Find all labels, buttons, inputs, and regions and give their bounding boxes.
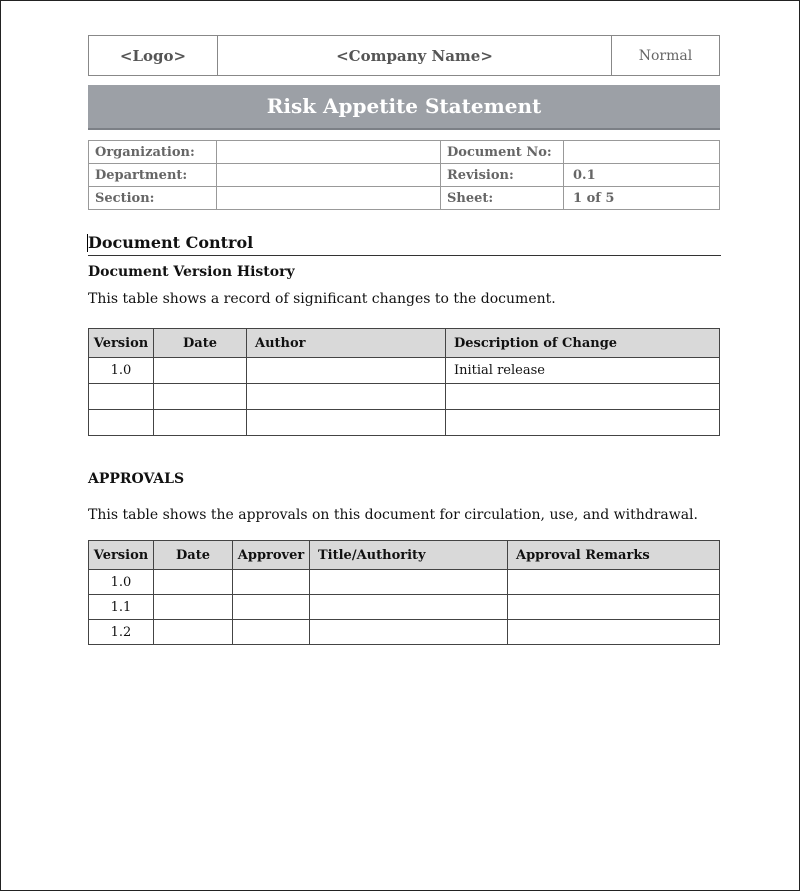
- document-no-label: Document No:: [441, 141, 564, 164]
- logo-placeholder: <Logo>: [89, 36, 218, 76]
- column-header: Version: [89, 541, 154, 570]
- column-header: Description of Change: [446, 329, 720, 358]
- table-cell: [154, 570, 233, 595]
- column-header: Approver: [233, 541, 310, 570]
- table-cell: [233, 620, 310, 645]
- version-history-description: This table shows a record of significant changes to the document.: [88, 291, 556, 307]
- organization-value: [217, 141, 441, 164]
- table-cell: [310, 620, 508, 645]
- column-header: Date: [154, 329, 247, 358]
- version-history-table: [88, 328, 720, 436]
- table-cell: 1.0: [89, 570, 154, 595]
- table-row: [89, 410, 720, 436]
- table-cell: [89, 384, 154, 410]
- document-control-heading: [88, 233, 721, 256]
- table-cell: [247, 384, 446, 410]
- table-cell: 1.2: [89, 620, 154, 645]
- table-cell: [310, 595, 508, 620]
- table-header-row: [89, 329, 720, 358]
- table-cell: [508, 620, 720, 645]
- table-cell: 1.0: [89, 358, 154, 384]
- approvals-description: This table shows the approvals on this document for circulation, use, and withdrawal.: [88, 507, 698, 523]
- text-cursor: [87, 234, 88, 252]
- table-cell: [89, 410, 154, 436]
- approvals-heading: APPROVALS: [88, 471, 185, 487]
- sheet-value: 1 of 5: [564, 187, 720, 210]
- table-cell: [154, 410, 247, 436]
- document-control-heading-text: Document Control: [88, 233, 254, 252]
- table-row: [89, 358, 720, 384]
- table-cell: [154, 384, 247, 410]
- organization-label: Organization:: [89, 141, 217, 164]
- table-cell: [247, 410, 446, 436]
- department-value: [217, 164, 441, 187]
- table-cell: [233, 570, 310, 595]
- table-cell: [154, 595, 233, 620]
- column-header: Approval Remarks: [508, 541, 720, 570]
- department-label: Department:: [89, 164, 217, 187]
- table-cell: [446, 384, 720, 410]
- column-header: Date: [154, 541, 233, 570]
- table-cell: [247, 358, 446, 384]
- column-header: Version: [89, 329, 154, 358]
- table-cell: [310, 570, 508, 595]
- table-cell: [508, 570, 720, 595]
- sheet-label: Sheet:: [441, 187, 564, 210]
- table-cell: [154, 358, 247, 384]
- table-row: [89, 595, 720, 620]
- table-cell: [154, 620, 233, 645]
- table-row: [89, 570, 720, 595]
- approvals-table: [88, 540, 720, 645]
- document-no-value: [564, 141, 720, 164]
- header-table: [88, 35, 720, 76]
- version-history-heading: Document Version History: [88, 264, 295, 280]
- column-header: Author: [247, 329, 446, 358]
- table-header-row: [89, 541, 720, 570]
- table-cell: [508, 595, 720, 620]
- document-title: Risk Appetite Statement: [88, 85, 720, 130]
- column-header: Title/Authority: [310, 541, 508, 570]
- revision-label: Revision:: [441, 164, 564, 187]
- section-label: Section:: [89, 187, 217, 210]
- style-label: Normal: [612, 36, 720, 76]
- table-cell: Initial release: [446, 358, 720, 384]
- metadata-table: [88, 140, 720, 210]
- table-cell: [446, 410, 720, 436]
- table-row: [89, 620, 720, 645]
- table-cell: 1.1: [89, 595, 154, 620]
- company-name: <Company Name>: [218, 36, 612, 76]
- table-cell: [233, 595, 310, 620]
- table-row: [89, 384, 720, 410]
- revision-value: 0.1: [564, 164, 720, 187]
- section-value: [217, 187, 441, 210]
